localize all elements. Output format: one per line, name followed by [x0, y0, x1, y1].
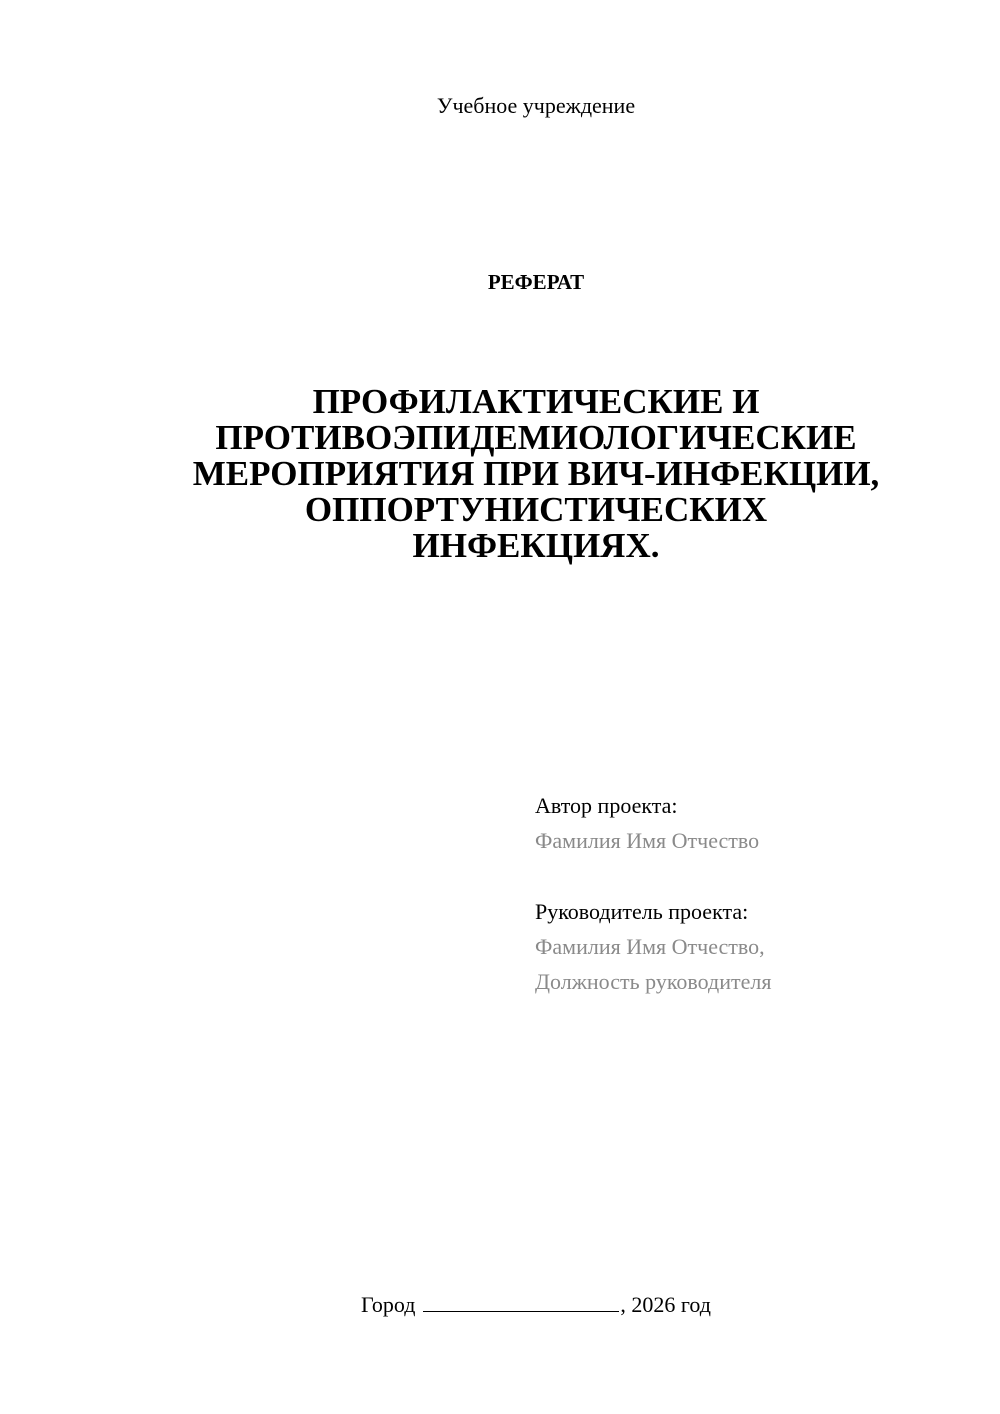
supervisor-label: Руководитель проекта:: [535, 899, 749, 924]
credits-spacer: [535, 858, 975, 894]
year-text: , 2026 год: [620, 1292, 711, 1317]
institution-name: Учебное учреждение: [436, 93, 636, 118]
city-blank-line: [423, 1291, 619, 1312]
title-line: ПРОТИВОЭПИДЕМИОЛОГИЧЕСКИЕ: [215, 418, 857, 457]
title-line: МЕРОПРИЯТИЯ ПРИ ВИЧ-ИНФЕКЦИИ,: [192, 454, 880, 493]
title-line: ИНФЕКЦИЯХ.: [412, 526, 660, 565]
author-label: Автор проекта:: [535, 793, 678, 818]
title-line: ОППОРТУНИСТИЧЕСКИХ: [304, 490, 768, 529]
title-line: ПРОФИЛАКТИЧЕСКИЕ И: [312, 382, 760, 421]
supervisor-name: Фамилия Имя Отчество,: [535, 934, 765, 959]
author-name: Фамилия Имя Отчество: [535, 828, 760, 853]
document-type: РЕФЕРАТ: [487, 270, 585, 294]
city-year-line: [0, 1290, 1000, 1320]
city-label: Город: [361, 1292, 416, 1317]
document-title: [100, 384, 972, 564]
credits-block: [535, 788, 975, 999]
supervisor-position: Должность руководителя: [535, 969, 772, 994]
